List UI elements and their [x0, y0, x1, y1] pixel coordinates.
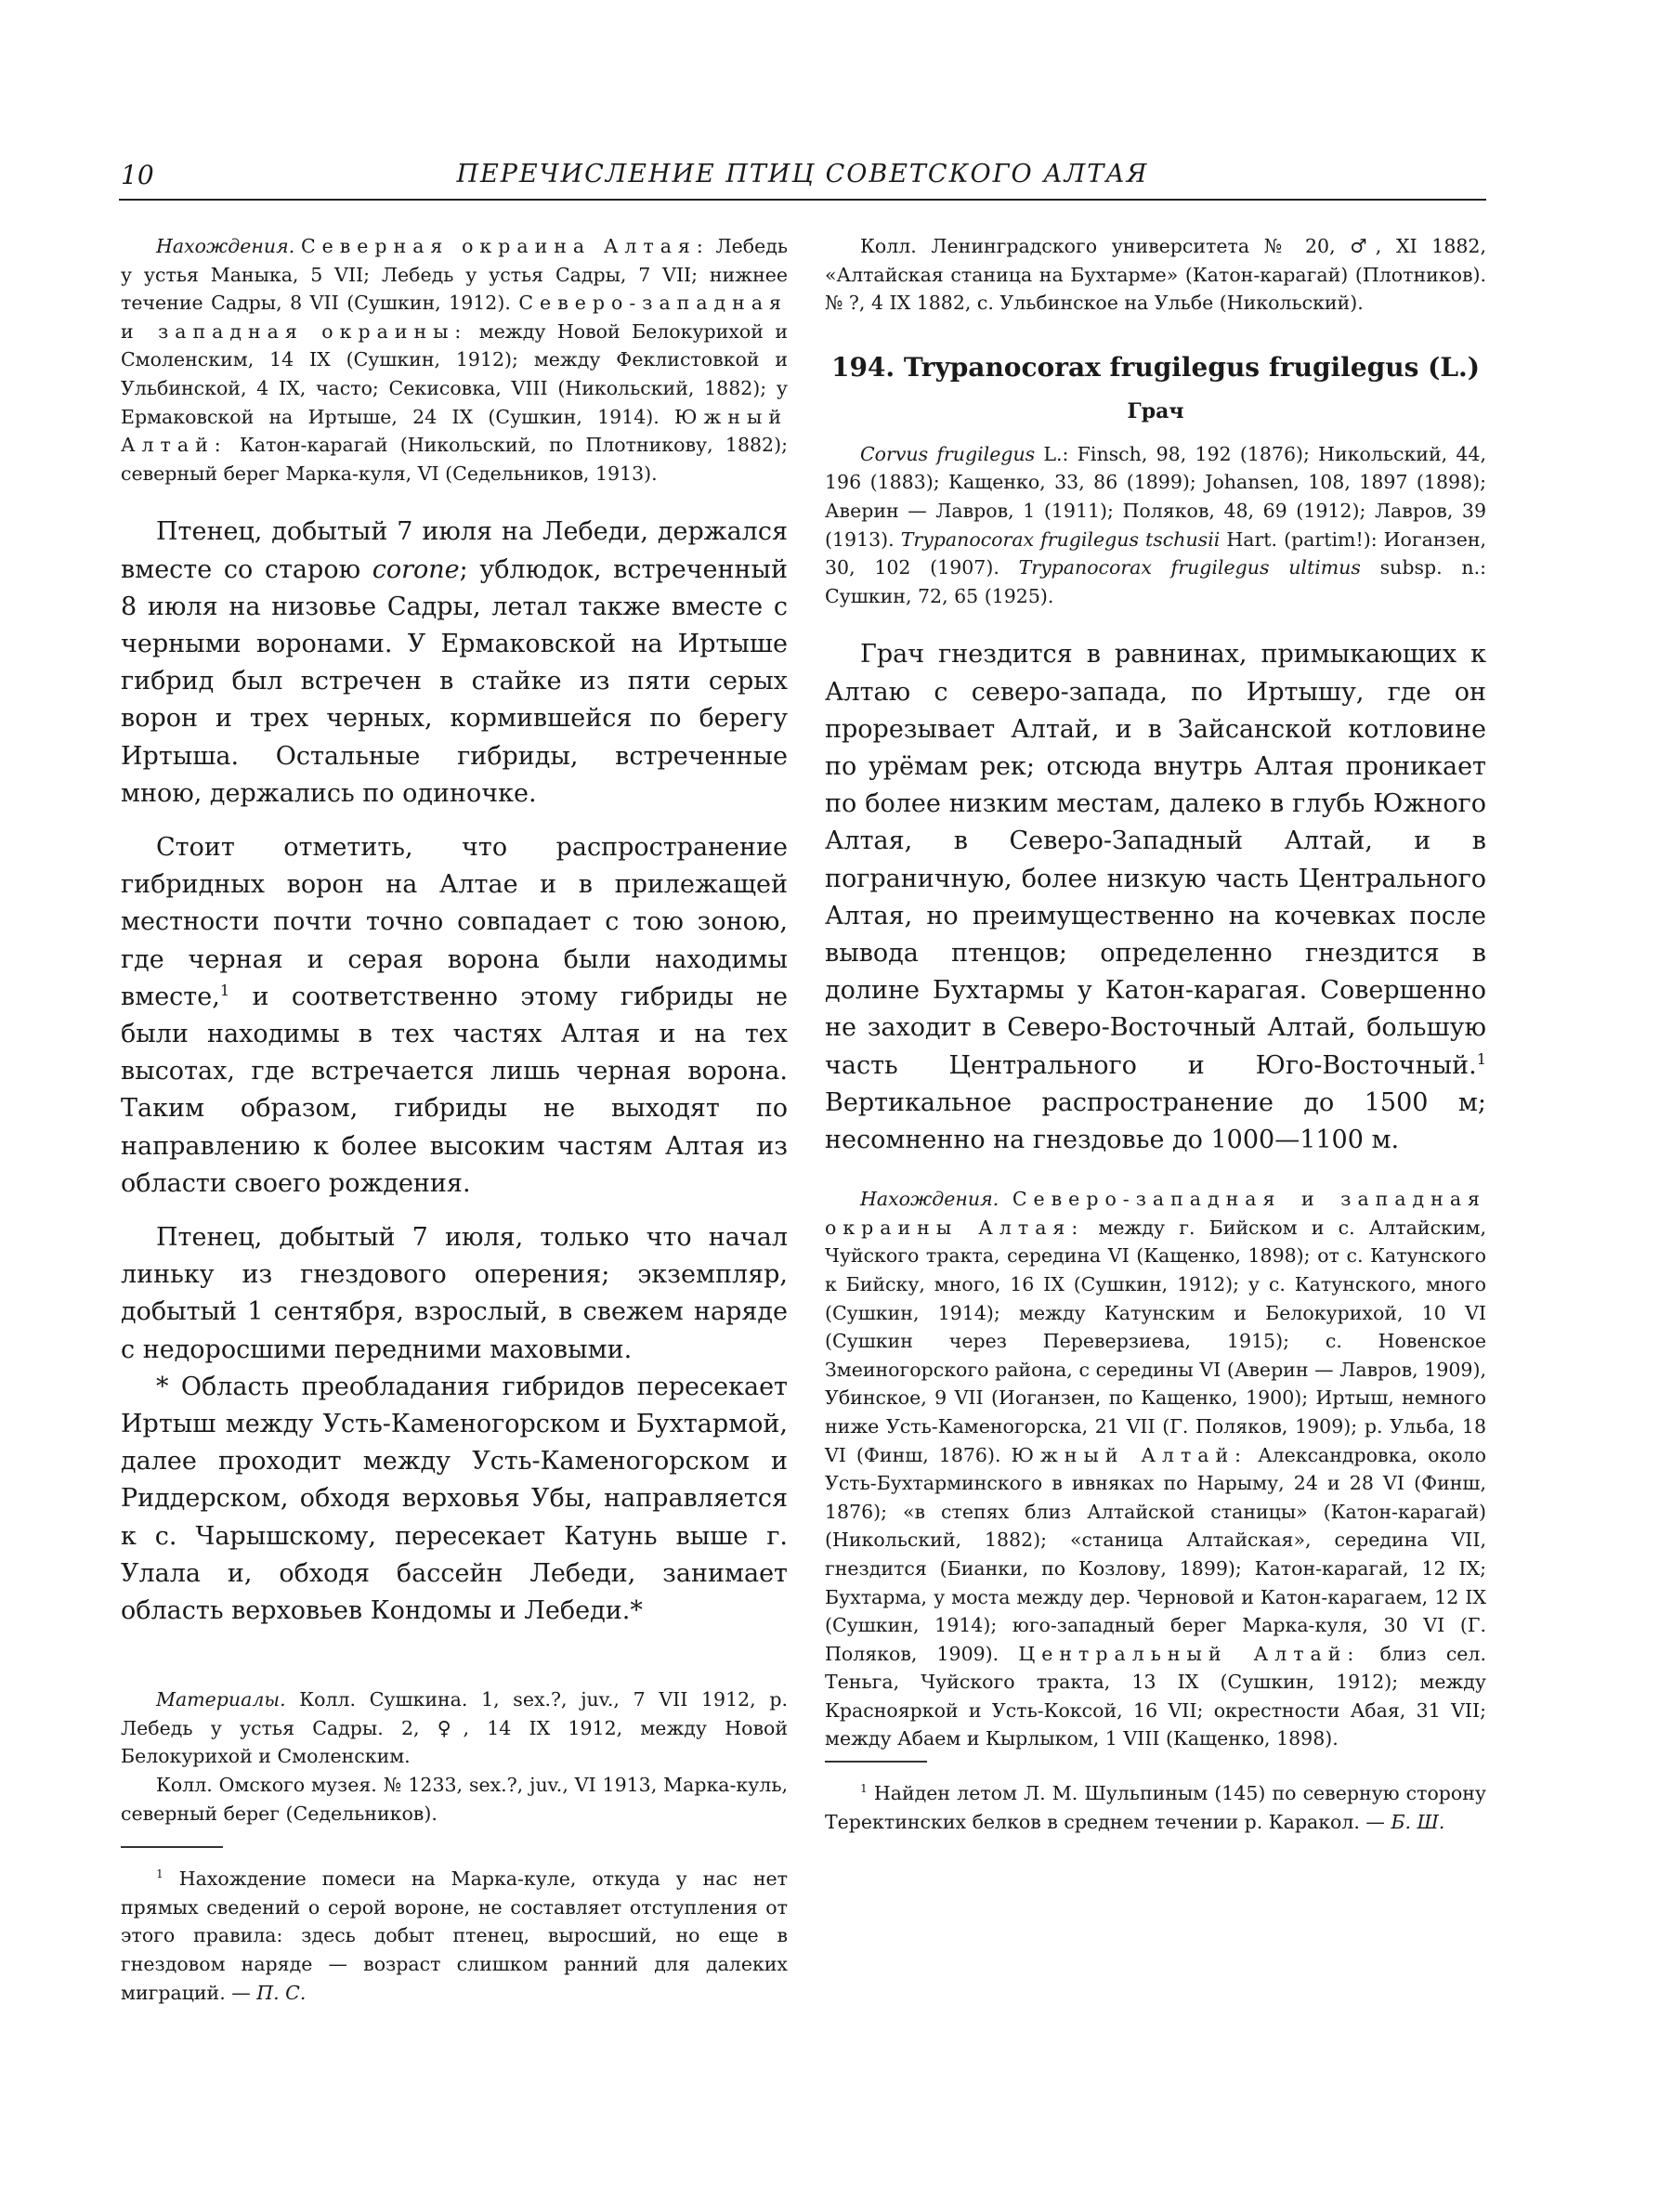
text-span: Птенец, добытый 7 июля на Лебеди, держался вместе со старою	[121, 517, 788, 584]
footnote-marker: 1	[156, 1867, 163, 1881]
footnote-text: Нахождение помеси на Марка-куле, откуда у нас нет прямых сведений о серой вороне, не составляет отступления от этого правила: здесь добыт птенец, выросший, но еще в гнездовом наряде — возраст слишком ранний для далеких миграций. —	[121, 1867, 788, 2004]
findings-text: Александровка, около Усть-Бухтарминского в ивняках по Нарыму, 24 и 28 VI (Финш, 1876); «в степях близ Алтайской станицы» (Катон-карагай) (Никольский, 1882); «станица Алтайская», середина VII, гнездится (Бианки, по Козлову, 1899); Катон-карагай, 12 IX; Бухтарма, у моста между дер. Черновой и Катон-карагаем, 12 IX (Сушкин, 1914); юго-западный берег Марка-куля, 30 VI (Г. Поляков, 1909).	[825, 1443, 1486, 1665]
findings-text: Катон-карагай (Никольский, по Плотникову, 1882); северный берег Марка-куля, VI (Седельников, 1913).	[121, 434, 788, 485]
materials-paragraph: Колл. Омского музея. № 1233, sex.?, juv., VI 1913, Марка-куль, северный берег (Седельников).	[121, 1774, 788, 1825]
taxon-name: Corvus frugilegus	[860, 442, 1036, 465]
findings-text: между Новой Белокурихой и Смоленским, 14 IX (Сушкин, 1912); между Феклистовкой и Ульбинской, 4 IX, часто; Секисовка, VIII (Никольский, 1882); у Ермаковской на Иртыше, 24 IX (Сушкин, 1914).	[121, 319, 788, 428]
collection-note: Колл. Ленинградского университета № 20, ♂, XI 1882, «Алтайская станица на Бухтарме» (Катон-карагай) (Плотников). № ?, 4 IX 1882, с. Ульбинское на Ульбе (Никольский).	[825, 235, 1486, 315]
taxon-name: Trypanocorax frugilegus ultimus	[1018, 556, 1361, 579]
body-paragraph: * Область преобладания гибридов пересекает Иртыш между Усть-Каменогорском и Бухтармой, далее проходит между Усть-Каменогорском и Риддерском, обходя верховья Убы, направляется к с. Чарышскому, пересекает Катунь выше г. Улала и, обходя бассейн Лебеди, занимает область верховьев Кондомы и Лебеди.*	[121, 1372, 788, 1626]
header-rule	[119, 199, 1486, 201]
species-epithet: corone	[372, 554, 460, 584]
text-span: Грач гнездится в равнинах, примыкающих к Алтаю с северо-запада, по Иртышу, где он прорезывает Алтай, и в Зайсанской котловине по урёмам рек; отсюда внутрь Алтая проникает по более низким местам, далеко в глубь Южного Алтая, в Северо-Западный Алтай, и в пограничную, более низкую часть Центрального Алтая, но преимущественно на кочевках после вывода птенцов; определенно гнездится в долине Бухтармы у Катон-карагая. Совершенно не заходит в Северо-Восточный Алтай, большую часть Центрального и Юго-Восточный.	[825, 640, 1486, 1080]
citation-text: Hart. (partim!): Иоганзен, 30, 102 (1907).	[825, 527, 1487, 579]
region-heading: Северо-западная и западная окраины Алтая:	[825, 1188, 1486, 1239]
text-span: и соответственно этому гибриды не были находимы в тех частях Алтая и на тех высотах, где встречается лишь черная ворона. Таким образом, гибриды не выходят по направлению к более высоким частям Алтая из области своего рождения.	[121, 982, 788, 1198]
materials-text: Колл. Сушкина. 1, sex.?, juv., 7 VII 1912, р. Лебедь у устья Садры. 2, ♀, 14 IX 1912, между Новой Белокурихой и Смоленским.	[121, 1688, 788, 1768]
footnote	[825, 1779, 1486, 1836]
citation-text: L.: Finsch, 98, 192 (1876); Никольский, 44, 196 (1883); Кащенко, 33, 86 (1899); Johansen, 108, 1897 (1898); Аверин — Лавров, 1 (1911); Поляков, 48, 69 (1912); Лавров, 39 (1913).	[825, 442, 1486, 551]
findings-label: Нахождения.	[156, 235, 295, 257]
page-header	[119, 160, 1486, 197]
text-span: Вертикальное распространение до 1500 м; несомненно на гнездовье до 1000—1100 м.	[825, 1087, 1486, 1154]
region-heading: Южный Алтай:	[121, 405, 788, 457]
footnote-ref[interactable]: 1	[1476, 1049, 1486, 1068]
findings-paragraph	[121, 232, 788, 488]
findings-label: Нахождения.	[860, 1188, 999, 1211]
text-span: ; ублюдок, встреченный 8 июля на низовье Садры, летал также вместе с черными воронами. У Ермаковской на Иртыше гибрид был встречен в стайке из пяти серых ворон и трех черных, кормившейся по берегу Иртыша. Остальные гибриды, встреченные мною, держались по одиночке.	[121, 554, 789, 808]
body-paragraph	[121, 514, 788, 813]
right-column	[825, 232, 1486, 1836]
footnote-signature: Б. Ш.	[1391, 1810, 1445, 1833]
distribution-paragraph	[825, 636, 1486, 1159]
species-common-name: Грач	[1127, 398, 1184, 423]
citation-text: subsp. n.: Сушкин, 72, 65 (1925).	[825, 556, 1487, 607]
running-title: ПЕРЕЧИСЛЕНИЕ ПТИЦ СОВЕТСКОГО АЛТАЯ	[456, 160, 1149, 189]
footnote-ref[interactable]: 1	[219, 981, 230, 999]
materials-paragraph	[121, 1685, 788, 1771]
footnote-rule	[825, 1761, 927, 1763]
findings-paragraph	[825, 1185, 1486, 1753]
footnote-text: Найден летом Л. М. Шульпиным (145) по северную сторону Теректинских белков в среднем течении р. Каракол. —	[825, 1782, 1486, 1833]
species-title: 194. Trypanocorax frugilegus frugilegus (L.)	[830, 351, 1481, 383]
body-paragraph	[121, 829, 788, 1203]
findings-text: между г. Бийском и с. Алтайским, Чуйского тракта, середина VI (Кащенко, 1898); от с. Катунского к Бийску, много, 16 IX (Сушкин, 1912); у с. Катунского, много (Сушкин, 1914); между Катунским и Белокурихой, 10 VI (Сушкин через Переверзиева, 1915); с. Новенское Змеиногорского района, с середины VI (Аверин — Лавров, 1909), Убинское, 9 VII (Иоганзен, по Кащенко, 1900); Иртыш, немного ниже Усть-Каменогорска, 21 VII (Г. Поляков, 1909); р. Ульба, 18 VI (Финш, 1876).	[825, 1216, 1486, 1466]
region-heading: Центральный Алтай:	[1018, 1642, 1361, 1665]
region-heading: Северная окраина Алтая:	[300, 235, 710, 257]
page-number: 10	[121, 160, 154, 190]
text-span: Стоит отметить, что распространение гибридных ворон на Алтае и в прилежащей местности почти точно совпадает с тою зоною, где черная и серая ворона были находимы вместе,	[121, 832, 788, 1011]
footnote-signature: П. С.	[256, 1981, 307, 2004]
taxon-name: Trypanocorax frugilegus tschusii	[900, 527, 1221, 551]
footnote	[121, 1865, 788, 2007]
left-column	[121, 232, 788, 2007]
findings-text: Лебедь у устья Маныка, 5 VII; Лебедь у устья Садры, 7 VII; нижнее течение Садры, 8 VII (Сушкин, 1912).	[121, 235, 788, 315]
region-heading: Южный Алтай:	[1011, 1443, 1248, 1466]
region-heading: Северо-западная и западная окраины:	[121, 292, 788, 343]
materials-label: Материалы.	[156, 1688, 286, 1711]
findings-text: близ сел. Теньга, Чуйского тракта, 13 IX (Сушкин, 1912); между Краснояркой и Усть-Коксой, 16 VII; окрестности Абая, 31 VII; между Абаем и Кырлыком, 1 VIII (Кащенко, 1898).	[825, 1642, 1486, 1750]
synonymy-paragraph	[825, 440, 1486, 611]
footnote-rule	[121, 1846, 223, 1848]
body-paragraph: Птенец, добытый 7 июля, только что начал линьку из гнездового оперения; экземпляр, добытый 1 сентября, взрослый, в свежем наряде с недоросшими передними маховыми.	[121, 1223, 788, 1364]
footnote-marker: 1	[860, 1782, 868, 1796]
